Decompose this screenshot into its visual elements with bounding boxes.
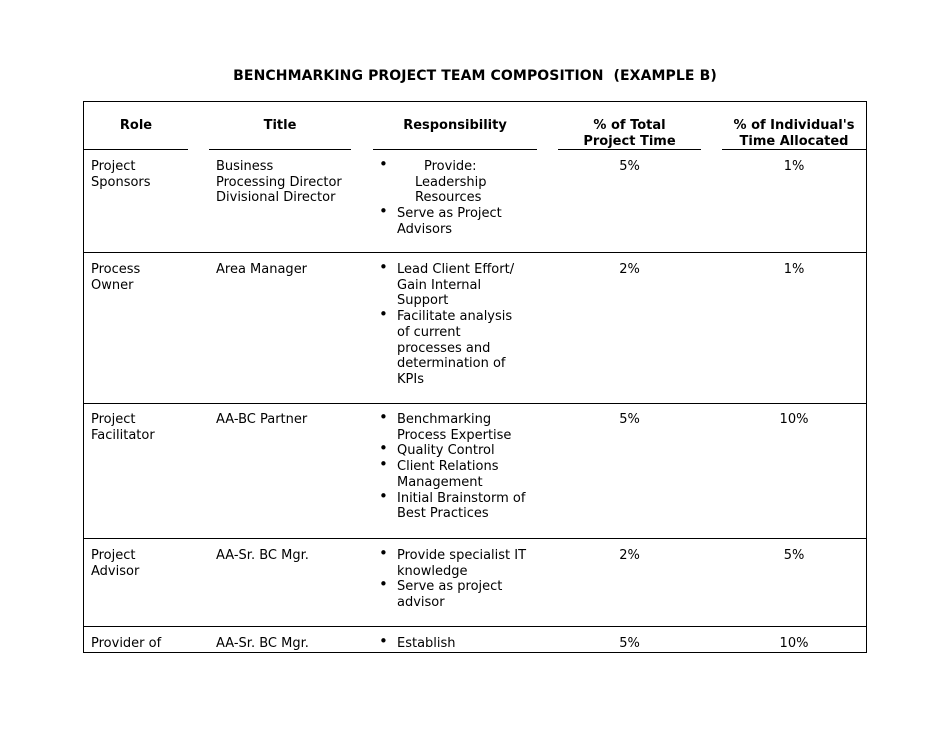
row-1-responsibility: [375, 159, 553, 238]
row-3-pct-individual: 10%: [779, 412, 809, 427]
bullet-line: Best Practices: [397, 506, 489, 522]
bullet-line: Process Expertise: [397, 427, 512, 443]
row-4-pct-total: 2%: [619, 548, 640, 563]
row-2-pct-individual: 1%: [783, 262, 805, 277]
header-underline: [373, 149, 537, 150]
row-2-role: [91, 262, 201, 293]
row-5-pct-total: 5%: [619, 636, 640, 651]
row-divider: [84, 538, 866, 539]
header-responsibility: Responsibility: [403, 118, 507, 133]
role-line: Sponsors: [91, 174, 151, 190]
header-underline: [209, 149, 351, 150]
header-underline: [84, 149, 188, 150]
row-3-responsibility: [375, 412, 553, 522]
bullet-line: • Facilitate analysis: [397, 309, 513, 325]
header-underline: [722, 149, 866, 150]
row-4-role: [91, 548, 201, 579]
bullet-line: knowledge: [397, 563, 468, 579]
row-4-responsibility: [375, 548, 553, 611]
bullet-line: • Benchmarking: [397, 412, 492, 427]
title-line: AA-Sr. BC Mgr.: [216, 636, 309, 651]
row-1-pct-individual: 1%: [783, 159, 805, 174]
bullet-line: • Initial Brainstorm of: [397, 490, 526, 506]
row-divider: [84, 626, 866, 627]
bullet-item: [375, 579, 553, 610]
bullet-item: [375, 491, 553, 522]
row-divider: [84, 252, 866, 253]
row-5-pct-individual: 10%: [779, 636, 809, 651]
row-2-pct-total: 2%: [619, 262, 640, 277]
provide-item: Leadership: [415, 174, 487, 190]
title-line: AA-Sr. BC Mgr.: [216, 548, 309, 563]
title-line: Area Manager: [216, 262, 308, 277]
row-5-role: [91, 636, 201, 652]
row-2-responsibility: [375, 262, 553, 388]
bullet-line: advisor: [397, 595, 445, 611]
bullet-item: [375, 262, 553, 309]
row-3-role: [91, 412, 201, 443]
bullet-line: Support: [397, 293, 449, 309]
bullet-line: determination of: [397, 356, 506, 372]
bullet-item: [375, 548, 553, 579]
row-3-title: [216, 412, 366, 428]
header-pct-total: [558, 118, 701, 150]
provide-item: Resources: [415, 190, 482, 206]
row-4-pct-individual: 5%: [783, 548, 805, 563]
title-line: AA-BC Partner: [216, 412, 308, 427]
bullet-item: [375, 159, 553, 206]
row-5-title: [216, 636, 366, 652]
bullet-line: • Client Relations: [397, 459, 499, 475]
title-line: Business: [216, 159, 274, 174]
row-2-title: [216, 262, 366, 278]
header-underline: [558, 149, 701, 150]
header-title: Title: [263, 118, 297, 133]
bullet-item: [375, 636, 553, 652]
team-composition-table: [83, 101, 867, 653]
page-title: BENCHMARKING PROJECT TEAM COMPOSITION (EXAMPLE B): [233, 68, 717, 84]
bullet-item: [375, 309, 553, 388]
row-1-role: [91, 159, 201, 190]
role-line: Project: [91, 159, 136, 174]
row-divider: [84, 403, 866, 404]
bullet-line: Advisors: [397, 221, 453, 237]
bullet-line: • Lead Client Effort/: [397, 262, 515, 277]
role-line: Project: [91, 548, 136, 563]
bullet-line: • Establish: [397, 636, 456, 651]
bullet-line: • Provide specialist IT: [397, 548, 527, 563]
provide-label: • Provide:: [424, 159, 477, 174]
row-4-title: [216, 548, 366, 564]
role-line: Provider of: [91, 636, 162, 651]
header-role: Role: [119, 118, 153, 133]
bullet-line: of current: [397, 324, 461, 340]
bullet-line: • Quality Control: [397, 443, 495, 459]
bullet-item: [375, 206, 553, 237]
bullet-line: • Serve as project: [397, 579, 503, 595]
role-line: Owner: [91, 277, 134, 293]
header-pct-individual-line1: % of Individual's: [733, 118, 855, 133]
header-pct-individual: [722, 118, 866, 150]
row-1-title: [216, 159, 366, 206]
row-1-pct-total: 5%: [619, 159, 640, 174]
header-pct-total-line2: Project Time: [583, 134, 676, 149]
bullet-line: Management: [397, 474, 483, 490]
bullet-line: processes and: [397, 340, 491, 356]
bullet-item: [375, 443, 553, 459]
bullet-line: KPIs: [397, 371, 424, 387]
title-line: Processing Director: [216, 174, 342, 190]
row-3-pct-total: 5%: [619, 412, 640, 427]
role-line: Project: [91, 412, 136, 427]
bullet-item: [375, 459, 553, 490]
bullet-item: [375, 412, 553, 443]
role-line: Advisor: [91, 563, 140, 579]
bullet-line: Gain Internal: [397, 277, 482, 293]
bullet-line: • Serve as Project: [397, 206, 502, 222]
header-pct-total-line1: % of Total: [593, 118, 666, 133]
role-line: Facilitator: [91, 427, 155, 443]
header-pct-individual-line2: Time Allocated: [739, 134, 849, 149]
title-line: Divisional Director: [216, 190, 336, 206]
role-line: Process: [91, 262, 141, 277]
row-5-responsibility: [375, 636, 553, 652]
